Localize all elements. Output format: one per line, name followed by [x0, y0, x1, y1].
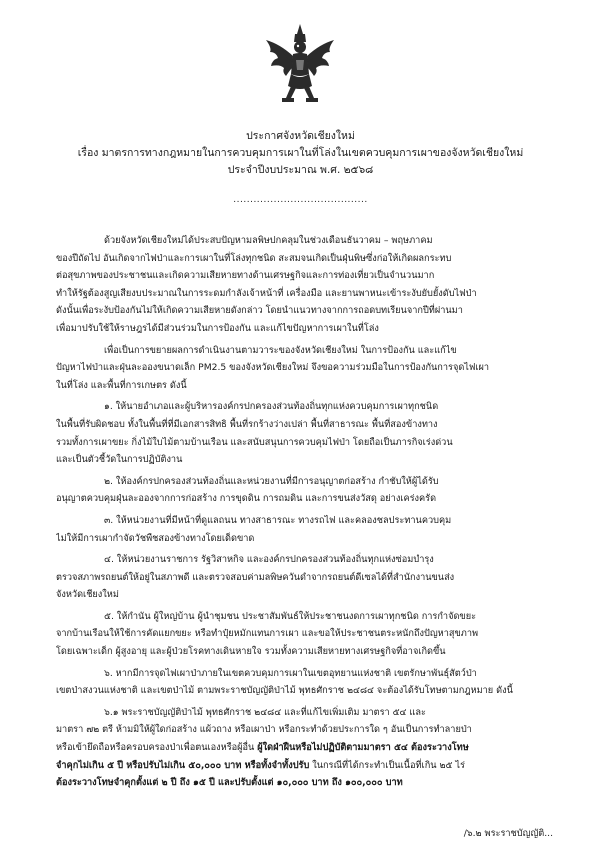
item-line: จังหวัดเชียงใหม่ — [56, 589, 119, 601]
measure-item-6 — [56, 665, 553, 700]
item-text: ในกรณีที่ได้กระทำเป็นเนื้อที่เกิน ๒๕ ไร่ — [309, 759, 465, 771]
title-block — [40, 128, 561, 179]
item-line: ๓. ให้หน่วยงานที่มีหน้าที่ดูแลถนน ทางสาธารณะ ทางรถไฟ และคลองชลประทานควบคุม — [104, 514, 452, 526]
item-line: ๔. ให้หน่วยงานราชการ รัฐวิสาหกิจ และองค์กรปกครองส่วนท้องถิ่นทุกแห่งซ่อมบำรุง — [104, 554, 434, 566]
measure-item-6-1 — [56, 704, 553, 792]
item-line: ไม่ให้มีการเผากำจัดวัชพืชสองข้างทางโดยเด็ดขาด — [56, 532, 255, 544]
measure-item-1 — [56, 398, 553, 468]
penalty-text: ผู้ใดฝ่าฝืนหรือไม่ปฏิบัติตามมาตรา ๕๔ ต้องระวางโทษ — [257, 742, 469, 754]
item-line: ในพื้นที่รับผิดชอบ ทั้งในพื้นที่ที่มีเอกสารสิทธิ พื้นที่รกร้างว่างเปล่า พื้นที่สาธารณะ พื้นที่สองข้างทาง — [56, 418, 438, 430]
intro-line: ทำให้รัฐต้องสูญเสียงบประมาณในการระดมกำลังเจ้าหน้าที่ เครื่องมือ และยานพาหนะเข้าระงับยับยั้งดับไฟป่า — [56, 287, 477, 299]
measure-item-2 — [56, 473, 553, 508]
next-page-reference: /๖.๒ พระราชบัญญัติ... — [463, 828, 553, 839]
item-line: อนุญาตควบคุมฝุ่นละอองจากการก่อสร้าง การขุดดิน การถมดิน และการขนส่งวัสดุ อย่างเคร่งครัด — [56, 493, 437, 505]
announcement-title: ประกาศจังหวัดเชียงใหม่ — [246, 130, 355, 142]
penalty-text: จำคุกไม่เกิน ๕ ปี หรือปรับไม่เกิน ๕๐,๐๐๐ บาท หรือทั้งจำทั้งปรับ — [56, 759, 310, 771]
measure-item-5 — [56, 608, 553, 661]
announcement-subject: เรื่อง มาตรการทางกฎหมายในการควบคุมการเผาในที่โล่งในเขตควบคุมการเผาของจังหวัดเชียงใหม่ — [77, 147, 524, 159]
title-divider: ........................................ — [233, 195, 368, 205]
intro-paragraph — [56, 232, 553, 338]
purpose-line: ปัญหาไฟป่าและฝุ่นละอองขนาดเล็ก PM2.5 ของจังหวัดเชียงใหม่ จึงขอความร่วมมือในการป้องกันการจุดไฟเผา — [56, 362, 490, 374]
item-line: จากบ้านเรือนให้ใช้การคัดแยกขยะ หรือทำปุ๋ยหมักแทนการเผา และขอให้ประชาชนตระหนักถึงปัญหาสุขภาพ — [56, 628, 479, 640]
item-line: ๕. ให้กำนัน ผู้ใหญ่บ้าน ผู้นำชุมชน ประชาสัมพันธ์ให้ประชาชนงดการเผาทุกชนิด การกำจัดขยะ — [104, 610, 477, 622]
purpose-line: เพื่อเป็นการขยายผลการดำเนินงานตามวาระของจังหวัดเชียงใหม่ ในการป้องกัน และแก้ไข — [104, 344, 457, 356]
item-line — [56, 739, 553, 757]
intro-line: ด้วยจังหวัดเชียงใหม่ได้ประสบปัญหามลพิษปกคลุมในช่วงเดือนธันวาคม – พฤษภาคม — [104, 235, 433, 246]
measure-item-4 — [56, 551, 553, 604]
item-line: และเป็นตัวชี้วัดในการปฏิบัติงาน — [56, 454, 183, 466]
intro-line: เพื่อมาปรับใช้ให้ราษฎรได้มีส่วนร่วมในการป้องกัน และแก้ไขปัญหาการเผาในที่โล่ง — [56, 322, 379, 334]
item-text: หรือเข้ายึดถือหรือครอบครองป่าเพื่อตนเองหรือผู้อื่น — [56, 742, 255, 754]
item-line: รวมทั้งการเผาขยะ กิ่งไม้ใบไม้ตามบ้านเรือน และสนับสนุนการควบคุมไฟป่า โดยถือเป็นภารกิจเร่งด่วน — [56, 436, 453, 448]
intro-line: ของปีถัดไป อันเกิดจากไฟป่าและการเผาในที่โล่งทุกชนิด สะสมจนเกิดเป็นฝุ่นพิษซึ่งก่อให้เกิดผลกระทบ — [56, 252, 452, 264]
measure-item-3 — [56, 512, 553, 547]
purpose-paragraph — [56, 342, 553, 395]
document-body — [56, 232, 553, 796]
item-line: ๑. ให้นายอำเภอและผู้บริหารองค์กรปกครองส่วนท้องถิ่นทุกแห่งควบคุมการเผาทุกชนิด — [104, 401, 439, 413]
item-line: ตรวจสภาพรถยนต์ให้อยู่ในสภาพดี และตรวจสอบค่ามลพิษควันดำจากรถยนต์ดีเซลได้ที่สำนักงานขนส่ง — [56, 571, 455, 583]
penalty-text: ต้องระวางโทษจำคุกตั้งแต่ ๒ ปี ถึง ๑๕ ปี และปรับตั้งแต่ ๑๐,๐๐๐ บาท ถึง ๑๐๐,๐๐๐ บาท — [56, 777, 403, 789]
garuda-emblem-icon — [262, 22, 338, 104]
intro-line: ดังนั้นเพื่อระงับป้องกันไม่ให้เกิดความเสียหายดังกล่าว โดยนำแนวทางจากการถอดบทเรียนจากปีที่ผ่านมา — [56, 305, 463, 317]
item-line: ๖. หากมีการจุดไฟเผาป่าภายในเขตควบคุมการเผาในเขตอุทยานแห่งชาติ เขตรักษาพันธุ์สัตว์ป่า — [104, 667, 477, 679]
item-line: เขตป่าสงวนแห่งชาติ และเขตป่าไม้ ตามพระราชบัญญัติป่าไม้ พุทธศักราช ๒๔๘๔ จะต้องได้รับโทษตามกฎหมาย ดังนี้ — [56, 685, 513, 697]
intro-line: ต่อสุขภาพของประชาชนและเกิดความเสียหายทางด้านเศรษฐกิจและการท่องเที่ยวเป็นจำนวนมาก — [56, 270, 435, 282]
item-line — [56, 757, 553, 775]
item-line: ๖.๑ พระราชบัญญัติป่าไม้ พุทธศักราช ๒๔๘๔ และที่แก้ไขเพิ่มเติม มาตรา ๕๔ และ — [104, 706, 426, 718]
item-line: โดยเฉพาะเด็ก ผู้สูงอายุ และผู้ป่วยโรคทางเดินหายใจ รวมทั้งความเสียหายทางเศรษฐกิจที่อาจเกิดขึ้น — [56, 646, 446, 658]
announcement-period: ประจำปีงบประมาณ พ.ศ. ๒๕๖๘ — [227, 164, 374, 176]
item-line: มาตรา ๗๒ ตรี ห้ามมิให้ผู้ใดก่อสร้าง แผ้วถาง หรือเผาป่า หรือกระทำด้วยประการใด ๆ อันเป็นการทำลายป่า — [56, 724, 472, 736]
item-line: ๒. ให้องค์กรปกครองส่วนท้องถิ่นและหน่วยงานที่มีการอนุญาตก่อสร้าง กำชับให้ผู้ได้รับ — [104, 475, 439, 487]
purpose-line: ในที่โล่ง และพื้นที่การเกษตร ดังนี้ — [56, 379, 187, 391]
